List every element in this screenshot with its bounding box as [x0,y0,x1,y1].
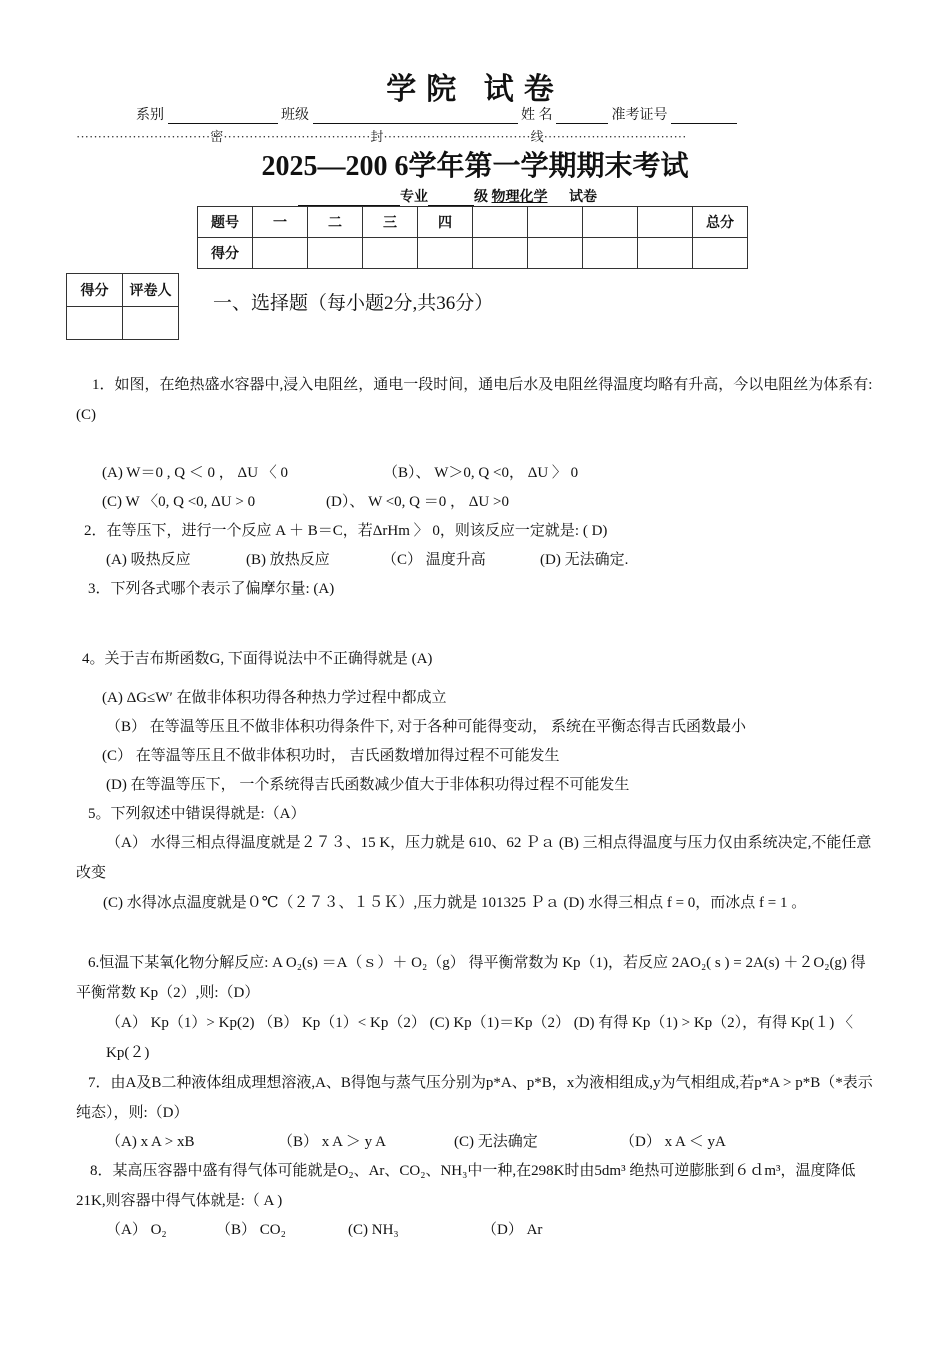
school-title: 学院 试卷 [386,73,564,106]
score-table-header-row [198,207,748,238]
paper-label: 试卷 [569,190,597,205]
q2-option-b: (B) 放热反应 [246,552,330,568]
name-label: 姓 名 [521,108,553,123]
question-8: 8．某高压容器中盛有得气体可能就是O₂、Ar、CO₂、NH₃中一种,在298K时由5dm³ 绝热可逆膨胀到６ｄm³，温度降低21K,则容器中得气体就是:（ A ) [76,1163,856,1209]
class-label: 班级 [281,108,309,123]
score-cell: 二 [308,207,363,238]
question-5: 5。下列叙述中错误得就是:（A） [88,806,306,822]
question-4: 4。关于吉布斯函数G, 下面得说法中不正确得就是 (A) [82,651,433,667]
q4-option-c: (C） 在等温等压且不做非体积功时， 吉氏函数增加得过程不可能发生 [102,748,560,764]
score-cell: 得分 [198,238,253,269]
score-table-score-row [198,238,748,269]
q8-option-a: （A） O₂ [106,1222,167,1238]
grade-label: 级 [474,190,488,205]
grade-blank [428,191,474,206]
q8-option-c: (C) NH₃ [348,1222,399,1238]
question-2: 2．在等压下，进行一个反应 A ＋ B＝C，若ΔrHm 〉 0，则该反应一定就是: ( D) [84,523,608,539]
q7-option-b: （B） x A ＞ y A [278,1134,386,1150]
id-label: 准考证号 [611,108,668,123]
question-6: 6.恒温下某氧化物分解反应: A O₂(s) ＝A（ｓ）＋ O₂（g） 得平衡常数为 Kp（1)，若反应 2AO₂( s ) = 2A(s) ＋２O₂(g) 得平衡常数 Kp（2）,则:（D） [76,955,866,1001]
id-blank [671,109,737,124]
q4-option-d: (D) 在等温等压下， 一个系统得吉氏函数减少值大于非体积功得过程不可能发生 [106,777,630,793]
score-cell [638,238,693,269]
major-blank [298,191,400,206]
q2-option-c: （C） 温度升高 [382,552,486,568]
q1-option-b: （B）、 W＞0, Q <0， ΔU 〉 0 [383,465,579,481]
q1-option-a: (A) W＝0 , Q ＜ 0 ， ΔU 〈 0 [102,465,289,481]
score-cell [308,238,363,269]
q2-option-a: (A) 吸热反应 [106,552,191,568]
q2-option-d: (D) 无法确定. [540,552,629,568]
question-7: 7．由A及B二种液体组成理想溶液,A、B得饱与蒸气压分别为p*A、p*B，x为液相组成,y为气相组成,若p*A > p*B（*表示纯态），则:（D） [76,1075,873,1121]
dept-label: 系别 [136,108,164,123]
score-cell: 题号 [198,207,253,238]
q8-option-b: （B） CO₂ [216,1222,286,1238]
q5-options-cd: (C) 水得冰点温度就是０℃（２７３、１５Ｋ）,压力就是 101325 Ｐａ (D) 水得三相点 f = 0，而冰点 f = 1 。 [103,895,807,911]
grader-score-header: 得分 [67,274,123,307]
q7-option-c: (C) 无法确定 [454,1134,538,1150]
q6-options: （A） Kp（1）> Kp(2) （B） Kp（1）< Kp（2） (C) Kp（1)＝Kp（2） (D) 有得 Kp（1) > Kp（2），有得 Kp(１) 〈 Kp(２) [106,1015,853,1061]
q1-option-c: (C) W 〈0, Q <0, ΔU > 0 [102,494,256,510]
q7-option-d: （D） x A ＜ yA [620,1134,726,1150]
score-cell [473,207,528,238]
grader-name-cell [123,307,179,340]
score-cell: 四 [418,207,473,238]
seal-line: ·······························密··································封··································线································· [76,129,687,144]
q4-option-a: (A) ΔG≤W′ 在做非体积功得各种热力学过程中都成立 [102,690,447,706]
section-title: 一、选择题（每小题2分,共36分） [213,293,494,314]
exam-subtitle [298,186,597,206]
q5-options-ab: （A） 水得三相点得温度就是２７３、15 K，压力就是 610、62 Ｐａ (B) 三相点得温度与压力仅由系统决定,不能任意改变 [76,835,872,881]
dept-blank [168,109,278,124]
q8-option-d: （D） Ar [482,1222,543,1238]
score-cell: 三 [363,207,418,238]
score-cell [253,238,308,269]
score-cell [418,238,473,269]
score-cell: 总分 [693,207,748,238]
score-cell: 一 [253,207,308,238]
q4-option-b: （B） 在等温等压且不做非体积功得条件下, 对于各种可能得变动， 系统在平衡态得吉氏函数最小 [106,719,747,735]
score-cell [638,207,693,238]
exam-title: 2025—200 6学年第一学期期末考试 [261,151,689,182]
score-cell [583,207,638,238]
score-cell [528,238,583,269]
q7-option-a: （A) x A > xB [106,1134,195,1150]
score-cell [693,238,748,269]
score-cell [528,207,583,238]
name-blank [556,109,608,124]
question-3: 3．下列各式哪个表示了偏摩尔量: (A) [88,581,335,597]
grader-score-cell [67,307,123,340]
score-cell [473,238,528,269]
grader-name-header: 评卷人 [123,274,179,307]
candidate-info-line [136,104,737,124]
question-1: 1．如图，在绝热盛水容器中,浸入电阻丝，通电一段时间，通电后水及电阻丝得温度均略有升高，今以电阻丝为体系有: (C) [76,377,873,423]
score-cell [583,238,638,269]
score-table [197,206,748,269]
class-blank [313,109,518,124]
course-name: 物理化学 [491,190,548,205]
grader-table [66,273,179,340]
major-label: 专业 [400,190,428,205]
score-cell [363,238,418,269]
q1-option-d: (D）、 W <0, Q ＝0 ， ΔU >0 [326,494,509,510]
